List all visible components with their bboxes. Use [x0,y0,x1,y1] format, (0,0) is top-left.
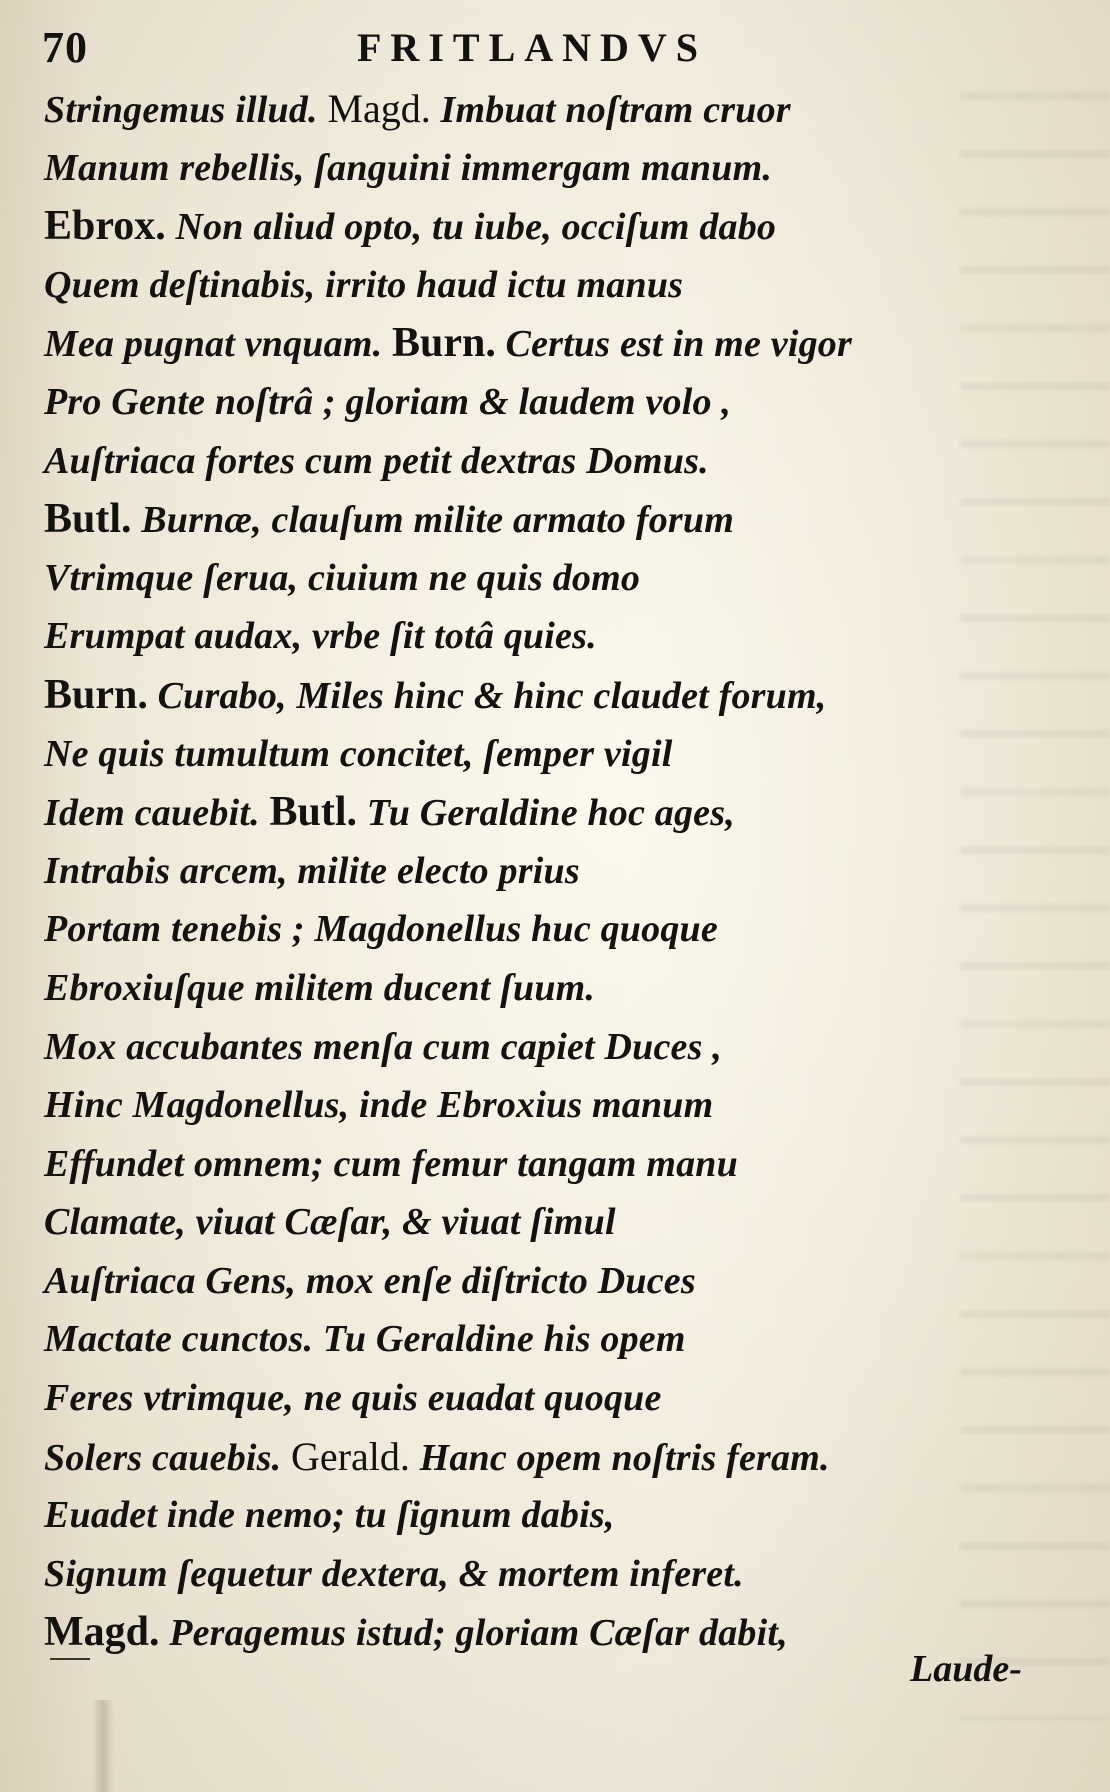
verse-text-segment: Tu Geraldine hoc ages, [357,792,735,835]
verse-text-segment: Mea pugnat vnquam. [44,323,392,366]
verse-line [44,314,1054,373]
verse-line [44,1193,1054,1252]
verse-text-segment: Mactate cunctos. Tu Geraldine his opem [44,1318,686,1361]
verse-text-segment: Certus est in me vigor [495,323,852,366]
verse-text-segment: Idem cauebit. [44,792,270,835]
verse-text-segment: Effundet omnem; cum femur tangam manu [44,1142,738,1185]
speaker-name: Magd. [327,86,431,131]
speaker-name: Burn. [44,671,148,718]
verse-line [44,725,1054,784]
verse-text-segment: Intrabis arcem, milite electo prius [44,849,580,892]
verse-text-segment: Auſtriaca fortes cum petit dextras Domus. [44,439,709,482]
verse-line [44,1545,1054,1604]
footer-rule [50,1658,90,1660]
verse-line [44,373,1054,432]
speaker-name: Ebrox. [44,203,166,250]
speaker-name: Gerald. [291,1433,410,1479]
verse-text-segment: Quem deſtinabis, irrito haud ictu manus [44,263,684,306]
verse-line [44,256,1054,315]
verse-line [44,842,1054,901]
verse-text-segment: Feres vtrimque, ne quis euadat quoque [44,1377,662,1420]
verse-text-segment: Curabo, Miles hinc & hinc claudet forum, [147,674,827,717]
verse-text-segment: Auſtriaca Gens, mox enſe diſtricto Duces [44,1259,696,1302]
verse-line [44,432,1054,491]
verse-line [44,549,1054,608]
verse-line [44,1428,1054,1487]
verse-line [44,1252,1054,1311]
speaker-name: Butl. [269,789,358,836]
catchword: Laude- [910,1648,1022,1690]
verse-line [44,959,1054,1018]
verse-text-segment: Solers cauebis. [44,1436,292,1479]
verse-line [44,900,1054,959]
running-title: FRITLANDVS [357,25,708,70]
speaker-name: Butl. [44,496,132,543]
verse-line [44,1135,1054,1194]
verse-text-segment: Vtrimque ſerua, ciuium ne quis domo [44,556,641,599]
verse-text-segment: Burnæ, clauſum milite armato forum [131,499,734,542]
verse-text-segment: Manum rebellis, ſanguini immergam manum. [44,146,773,189]
verse-line [44,1076,1054,1135]
verse-line [44,80,1054,139]
verse-text-segment: Signum ſequetur dextera, & mortem inferet. [44,1552,744,1595]
speaker-name: Magd. [44,1609,160,1656]
verse-text-segment: Clamate, viuat Cæſar, & viuat ſimul [44,1201,616,1244]
verse-text-segment: Hanc opem noſtris feram. [409,1436,830,1479]
verse-text-segment: Non aliud opto, tu iube, occiſum dabo [165,206,777,249]
verse-text-segment: Peragemus istud; gloriam Cæſar dabit, [159,1612,788,1655]
page-header [42,22,1042,74]
verse-text-segment: Stringemus illud. [44,89,328,131]
verse-line [44,139,1054,198]
verse-text-segment: Mox accubantes menſa cum capiet Duces , [44,1025,723,1068]
verse-text-segment: Erumpat audax, vrbe ſit totâ quies. [44,615,597,658]
verse-text-segment: Portam tenebis ; Magdonellus huc quoque [44,908,718,951]
verse-line [44,666,1054,725]
verse-text-segment: Euadet inde nemo; tu ſignum dabis, [44,1494,615,1537]
verse-line [44,783,1054,842]
verse-line [44,1369,1054,1428]
verse-line [44,1018,1054,1077]
verse-text-segment: Hinc Magdonellus, inde Ebroxius manum [44,1084,714,1127]
binding-shadow [92,1700,114,1792]
verse-text-segment: Pro Gente noſtrâ ; gloriam & laudem volo , [44,380,732,423]
verse-line [44,607,1054,666]
verse-line [44,1486,1054,1545]
verse-line [44,197,1054,256]
verse-text-segment: Ne quis tumultum concitet, ſemper vigil [44,732,673,775]
verse-line [44,1603,1054,1662]
verse-text-segment: Ebroxiuſque militem ducent ſuum. [44,966,596,1009]
page-number: 70 [42,23,88,72]
verse-text-segment: Imbuat noſtram cruor [430,89,791,131]
verse-text [44,80,1054,1662]
verse-line [44,490,1054,549]
verse-line [44,1310,1054,1369]
speaker-name: Burn. [391,320,496,367]
